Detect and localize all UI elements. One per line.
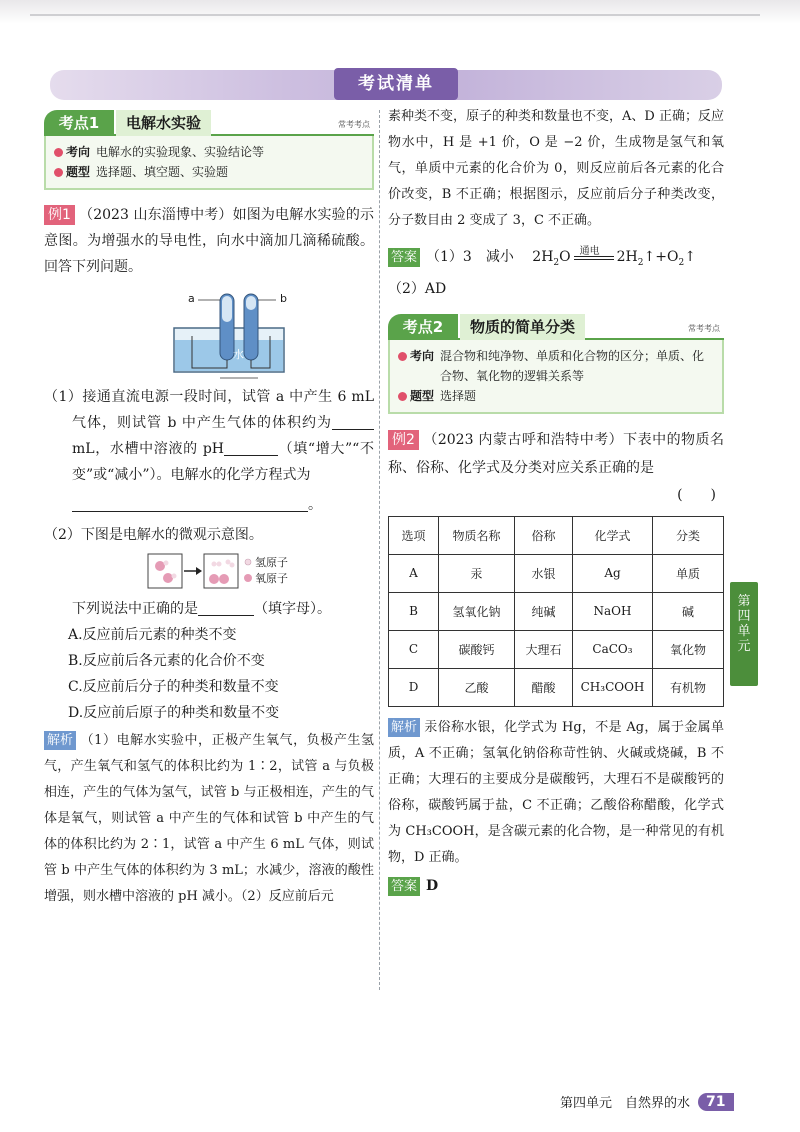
- bullet-icon: [398, 352, 407, 361]
- table-cell: 大理石: [515, 630, 573, 668]
- table-header: 俗称: [515, 516, 573, 554]
- ex1-answer-label: 答案: [388, 248, 420, 267]
- ex1-equation: $2H_2O$ 通电 $2H_2↑+O_2↑$: [532, 249, 696, 265]
- kp1-frequency: 常考考点: [338, 120, 370, 129]
- bullet-icon: [54, 148, 63, 157]
- table-header: 化学式: [573, 516, 653, 554]
- legend-oxygen: 氧原子: [255, 572, 288, 585]
- eq-product-1: 2H: [616, 249, 638, 265]
- ex2-answer: [388, 873, 724, 899]
- ex2-answer-label: 答案: [388, 877, 420, 896]
- right-column: [388, 110, 724, 899]
- page-edge: [0, 0, 800, 24]
- kp1-kaoxiang-row: [54, 142, 364, 162]
- table-cell: 有机物: [653, 668, 724, 706]
- ex1-q2-prompt-end: （填字母）。: [254, 601, 331, 617]
- table-cell: C: [389, 630, 439, 668]
- ex1-analysis-right: 素种类不变，原子的种类和数量也不变，A、D 正确；反应物水中，H 是 +1 价，O 是 −2 价，生成物是氢气和氧气，单质中元素的化合价为 0，则反应前后各元素的化合价改变，B 不正确；根据图示，反应前后分子种类改变，分子数目由 2 变成了 3，C 不正确。: [388, 109, 724, 228]
- kp1-kaoxiang-label: 考向: [54, 142, 90, 162]
- page-number: 71: [698, 1093, 733, 1111]
- blank-equation[interactable]: [72, 496, 308, 512]
- ex1-answer-2: （2）AD: [388, 280, 447, 297]
- ex1-q1-part-b: mL，水槽中溶液的 pH: [72, 441, 224, 457]
- unit-side-tab-label: 第四单元: [737, 594, 751, 654]
- ex1-q2-prompt: [44, 596, 374, 622]
- micro-diagram-icon: [44, 550, 374, 594]
- kp1-header: [44, 110, 374, 136]
- table-cell: 纯碱: [515, 592, 573, 630]
- option-d: D.反应前后原子的种类和数量不变: [68, 705, 280, 721]
- kp1-tixing-row: [54, 162, 364, 182]
- kp2-frequency: 常考考点: [688, 323, 720, 333]
- table-cell: A: [389, 554, 439, 592]
- table-cell: 单质: [653, 554, 724, 592]
- table-cell: B: [389, 592, 439, 630]
- ex1-analysis-left: [44, 728, 374, 910]
- table-cell: D: [389, 668, 439, 706]
- ex2-intro: （2023 内蒙古呼和浩特中考）下表中的物质名称、俗称、化学式及分类对应关系正确的是: [388, 431, 724, 476]
- bullet-icon: [54, 168, 63, 177]
- ex1-q2: （2）下图是电解水的微观示意图。: [44, 527, 263, 543]
- figure-label-water: 水: [233, 348, 244, 361]
- ex1-intro: （2023 山东淄博中考）如图为电解水实验的示意图。为增强水的导电性，向水中滴加几滴稀硫酸。回答下列问题。: [44, 207, 374, 275]
- table-cell: 醋酸: [515, 668, 573, 706]
- electrolysis-figure: [44, 288, 374, 380]
- kp2-kaoxiang-row: [398, 346, 714, 386]
- kp2-kaoxiang-label: 考向: [398, 346, 434, 386]
- bullet-icon: [398, 392, 407, 401]
- ex1-q1-part-a: （1）接通直流电源一段时间，试管 a 中产生 6 mL 气体，则试管 b 中产生气体的体积约为: [44, 389, 374, 431]
- table-cell: NaOH: [573, 592, 653, 630]
- table-row: [389, 630, 724, 668]
- table-cell: 碳酸钙: [439, 630, 515, 668]
- table-cell: 水银: [515, 554, 573, 592]
- kp2-box: [388, 340, 724, 414]
- eq-condition: 通电: [579, 246, 600, 257]
- eq-arrow: [574, 246, 614, 260]
- option-b: B.反应前后各元素的化合价不变: [68, 653, 265, 669]
- table-row: [389, 592, 724, 630]
- table-cell: Ag: [573, 554, 653, 592]
- table-header: 分类: [653, 516, 724, 554]
- kp2-header: [388, 314, 724, 340]
- kp2-tixing-text: 选择题: [440, 388, 477, 403]
- ex2-analysis-label: 解析: [388, 718, 420, 737]
- ex1-q1-equation-line: [44, 492, 374, 518]
- table-row: [389, 554, 724, 592]
- ex1-answer-1: （1）3 减小: [426, 249, 514, 265]
- kp1-kaoxiang-text: 电解水的实验现象、实验结论等: [96, 145, 265, 159]
- kp1-title: 电解水实验: [116, 110, 211, 136]
- ex2-label: 例2: [388, 430, 419, 450]
- eq-product-2: +O: [655, 249, 679, 265]
- ex1-q1-part-c: （填“增大”“不变”或“减小”）。电解水的化学方程式为: [72, 441, 374, 483]
- blank-choice[interactable]: [198, 600, 254, 616]
- ex1-q1: [44, 384, 374, 488]
- ex1-label: 例1: [44, 205, 75, 225]
- figure-label-a: a: [188, 292, 195, 305]
- micro-diagram: [44, 550, 374, 594]
- table-cell: CaCO₃: [573, 630, 653, 668]
- ex1-analysis-label: 解析: [44, 731, 76, 750]
- unit-side-tab[interactable]: [730, 582, 758, 686]
- blank-b-volume[interactable]: [332, 414, 374, 430]
- table-cell: 汞: [439, 554, 515, 592]
- kp1-tixing-label: 题型: [54, 162, 90, 182]
- left-column: [44, 110, 374, 910]
- legend-hydrogen: 氢原子: [255, 556, 288, 569]
- figure-label-b: b: [280, 292, 287, 305]
- table-header: 选项: [389, 516, 439, 554]
- table-row: [389, 668, 724, 706]
- ex1-q2-prompt-text: 下列说法中正确的是: [72, 601, 198, 617]
- blank-ph[interactable]: [224, 440, 278, 456]
- eq-reactant: 2H: [532, 249, 554, 265]
- option-a: A.反应前后元素的种类不变: [68, 627, 237, 643]
- footer-unit: 第四单元 自然界的水: [560, 1096, 691, 1111]
- ex2-analysis: [388, 715, 724, 871]
- table-header-row: [389, 516, 724, 554]
- column-divider: [379, 110, 380, 990]
- table-header: 物质名称: [439, 516, 515, 554]
- kp1-tag: 考点1: [44, 110, 114, 136]
- kp1-tixing-text: 选择题、填空题、实验题: [96, 165, 229, 179]
- kp2-tixing-label: 题型: [398, 386, 434, 406]
- table-cell: 碱: [653, 592, 724, 630]
- table-cell: 氧化物: [653, 630, 724, 668]
- kp2-tixing-row: [398, 386, 714, 406]
- ex1-q1-part-d: 。: [308, 497, 322, 513]
- page-edge-line: [30, 14, 760, 16]
- table-cell: 氢氧化钠: [439, 592, 515, 630]
- option-c: C.反应前后分子的种类和数量不变: [68, 679, 279, 695]
- ex1-analysis-left-text: （1）电解水实验中，正极产生氧气，负极产生氢气，产生氧气和氢气的体积比约为 1∶2，试管 a 与负极相连，产生的气体为氢气，试管 b 与正极相连，产生的气体是氧气，则试管 a 中产生的气体和试管 b 中产生的气体的体积比约为 2∶1，试管 a 中产生 6 mL 气体，则试管 b 中产生气体的体积约为 3 mL；水减少，溶液的酸性增强，则水槽中溶液的 pH 减小。（2）反应前后元: [44, 733, 374, 904]
- ex2-paren: ( ): [677, 486, 716, 503]
- kp2-title: 物质的简单分类: [460, 314, 585, 340]
- banner-title: 考试清单: [334, 68, 458, 100]
- ex2-analysis-text: 汞俗称水银，化学式为 Hg，不是 Ag，属于金属单质，A 不正确；氢氧化钠俗称苛性钠、火碱或烧碱，B 不正确；大理石的主要成分是碳酸钙，大理石不是碳酸钙的俗称，碳酸钙属于盐，C 不正确；乙酸俗称醋酸，化学式为 CH₃COOH，是含碳元素的化合物，是一种常见的有机物，D 正确。: [388, 719, 724, 865]
- kp1-box: [44, 136, 374, 190]
- ex1-intro-block: [44, 202, 374, 280]
- ex1-answer: [388, 244, 724, 276]
- kp2-kaoxiang-text: 混合物和纯净物、单质和化合物的区分；单质、化合物、氧化物的逻辑关系等: [440, 348, 705, 383]
- ex2-intro-block: [388, 426, 724, 482]
- electrolysis-apparatus-icon: [44, 288, 374, 380]
- ex2-answer-value: D: [426, 877, 439, 894]
- classification-table: [388, 516, 724, 707]
- table-cell: CH₃COOH: [573, 668, 653, 706]
- kp2-tag: 考点2: [388, 314, 458, 340]
- page-footer: [560, 1092, 734, 1111]
- table-cell: 乙酸: [439, 668, 515, 706]
